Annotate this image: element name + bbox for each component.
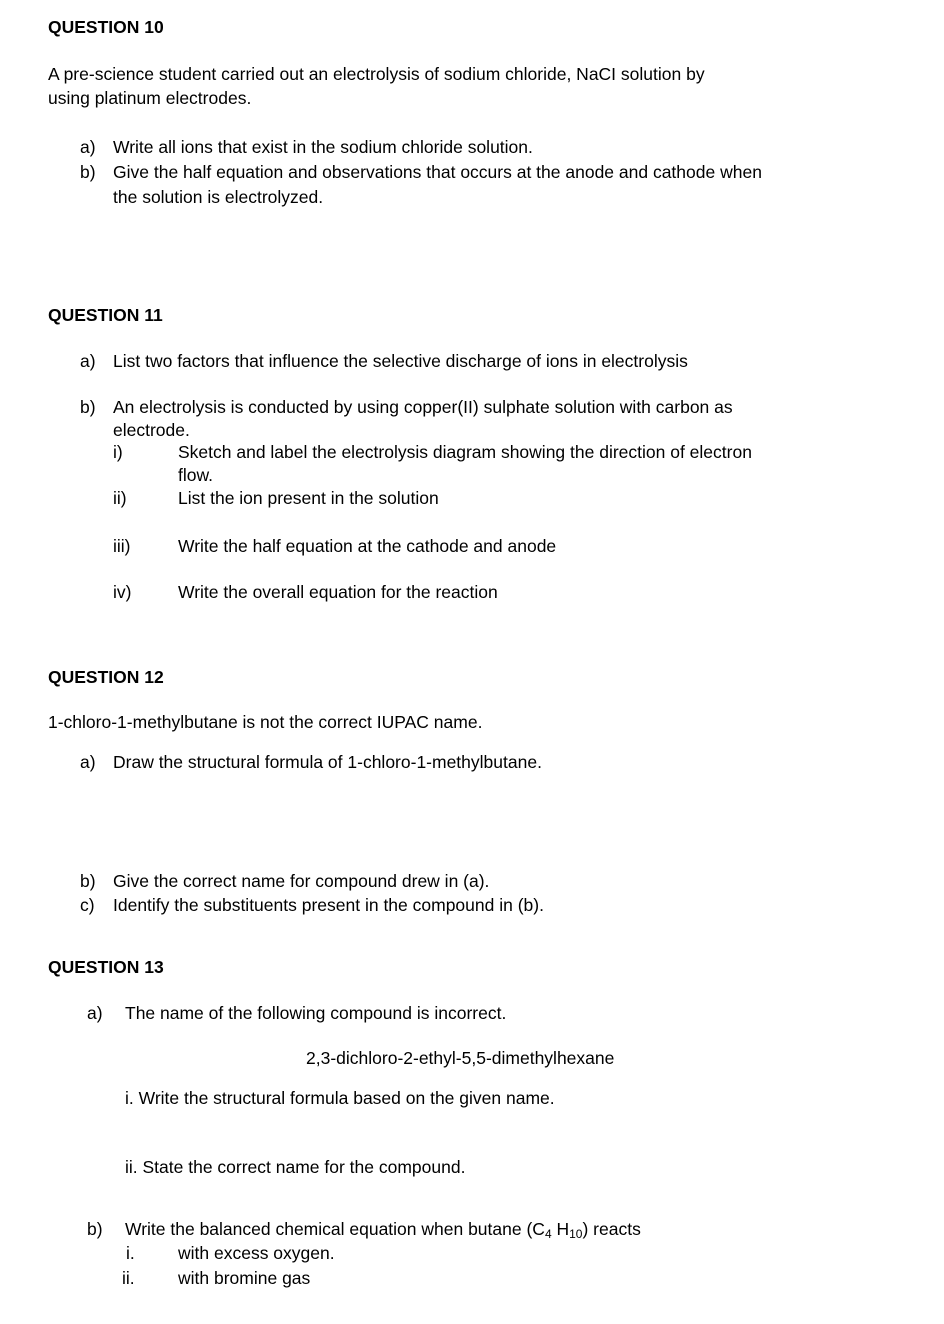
q10-a-marker: a) [80,137,96,157]
q11-a-marker: a) [80,351,96,371]
q13-b-i-marker: i. [126,1243,135,1263]
q13-b-i-text: with excess oxygen. [178,1243,335,1263]
q11-b-iii-text: Write the half equation at the cathode and anode [178,536,557,556]
q13-b-mid: H [551,1219,570,1239]
q11-b-iv-text: Write the overall equation for the reaction [178,582,498,602]
q10-a-text: Write all ions that exist in the sodium chloride solution. [113,137,533,157]
q11-b-ii-marker: ii) [113,488,127,508]
q13-b-marker: b) [87,1219,103,1239]
question-10-intro-line1: A pre-science student carried out an electrolysis of sodium chloride, NaCI solution by [48,64,705,84]
q11-b-i-marker: i) [113,442,123,462]
q13-b-suffix: ) reacts [582,1219,641,1239]
q11-b-line2: electrode. [113,420,190,440]
q11-b-ii-text: List the ion present in the solution [178,488,439,508]
q11-b-i-line2: flow. [178,465,214,485]
q12-a-text: Draw the structural formula of 1-chloro-1-methylbutane. [113,752,542,772]
q12-intro: 1-chloro-1-methylbutane is not the correct IUPAC name. [48,712,483,732]
q13-b-ii-text: with bromine gas [178,1268,311,1288]
question-10-heading: QUESTION 10 [48,17,164,37]
q11-b-iv-marker: iv) [113,582,132,602]
q11-b-i-line1: Sketch and label the electrolysis diagram showing the direction of electron [178,442,752,462]
q13-b-ii-marker: ii. [122,1268,135,1288]
q12-c-marker: c) [80,895,95,915]
q11-b-line1: An electrolysis is conducted by using copper(II) sulphate solution with carbon as [113,397,733,417]
question-12-heading: QUESTION 12 [48,667,164,687]
q13-compound-name: 2,3-dichloro-2-ethyl-5,5-dimethylhexane [306,1048,615,1068]
q12-b-marker: b) [80,871,96,891]
q13-b-subscript-10: 10 [569,1227,583,1241]
q13-a-text: The name of the following compound is incorrect. [125,1003,507,1023]
q13-b-text [125,1219,641,1239]
q11-b-marker: b) [80,397,96,417]
q10-b-line1: Give the half equation and observations that occurs at the anode and cathode when [113,162,762,182]
question-11-heading: QUESTION 11 [48,305,163,325]
q11-a-text: List two factors that influence the selective discharge of ions in electrolysis [113,351,688,371]
q10-b-line2: the solution is electrolyzed. [113,187,324,207]
q13-a-marker: a) [87,1003,103,1023]
question-10-intro-line2: using platinum electrodes. [48,88,252,108]
q13-b-prefix: Write the balanced chemical equation when butane (C [125,1219,545,1239]
q13-a-i-text: i. Write the structural formula based on the given name. [125,1088,555,1108]
q12-b-text: Give the correct name for compound drew in (a). [113,871,490,891]
q13-b-subscript-4: 4 [544,1227,552,1241]
q11-b-iii-marker: iii) [113,536,131,556]
q12-c-text: Identify the substituents present in the compound in (b). [113,895,544,915]
q12-a-marker: a) [80,752,96,772]
q13-a-ii-text: ii. State the correct name for the compound. [125,1157,466,1177]
q10-b-marker: b) [80,162,96,182]
question-13-heading: QUESTION 13 [48,957,164,977]
